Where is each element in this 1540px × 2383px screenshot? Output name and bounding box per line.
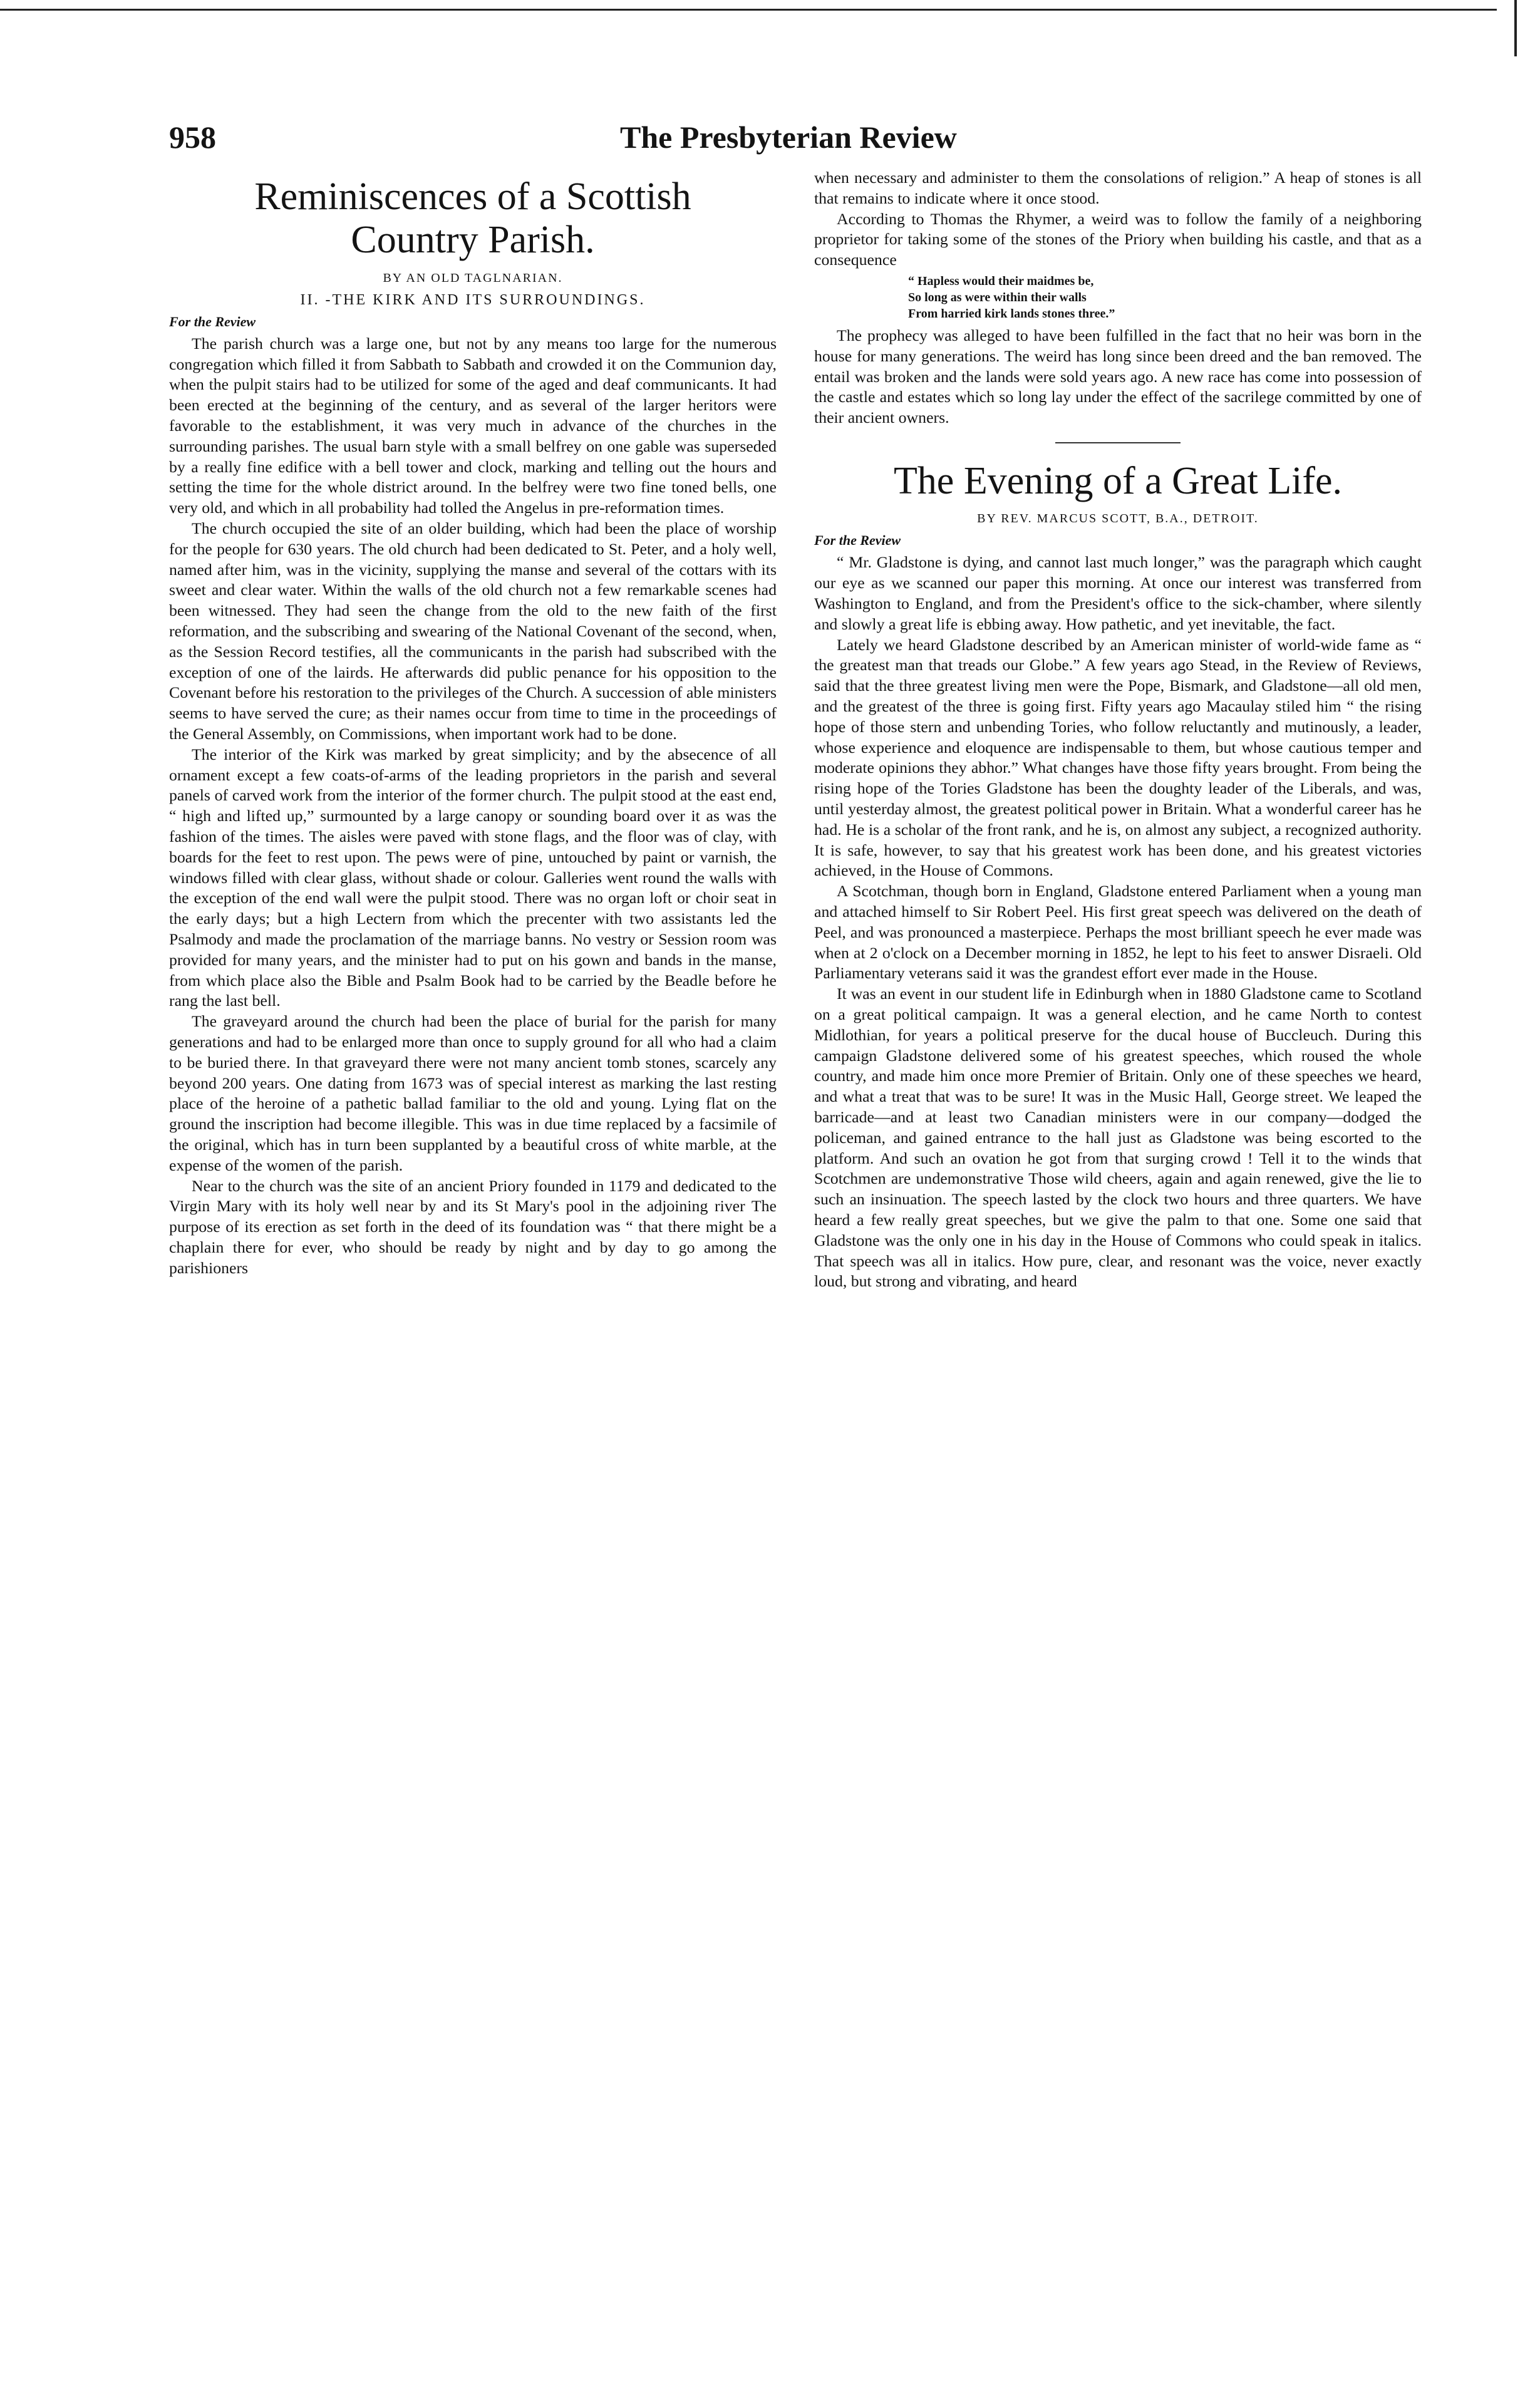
- verse-line: “ Hapless would their maidmes be,: [908, 274, 1094, 288]
- article-title-evening: The Evening of a Great Life.: [893, 459, 1343, 502]
- article-divider: [1055, 442, 1181, 443]
- byline: BY REV. MARCUS SCOTT, B.A., DETROIT.: [977, 512, 1259, 526]
- paragraph: The graveyard around the church had been the place of burial for the parish for many generations and had to be enlarged more than once to supply ground for all who had a claim to be buried there. In that graveyard there were not many ancient tomb stones, scarcely any beyond 200 years. One dating from 1673 was of special interest as marking the last resting place of the heroine of a pathetic ballad familiar to the old and young. Lying flat on the ground the inscription had become illegible. This was in due time replaced by a facsimile of the original, which has in turn been supplanted by a beautiful cross of white marble, at the expense of the women of the parish.: [169, 1012, 777, 1174]
- byline: BY AN OLD TAGLNARIAN.: [383, 271, 563, 285]
- article-title-line: Reminiscences of a Scottish: [254, 175, 691, 218]
- page-number: 958: [169, 120, 216, 155]
- page-header: [169, 119, 1453, 157]
- article-title-line: Country Parish.: [351, 219, 595, 262]
- paragraph: Lately we heard Gladstone described by an American minister of world-wide fame as “ the greatest man that treads our Globe.” A few years ago Stead, in the Review of Reviews, said that the three greatest living men were the Pope, Bismark, and Gladstone—all old men, and the greatest of the three is going first. Fifty years ago Macaulay stiled him “ the rising hope of those stern and unbending Tories, who follow reluctantly and mutinously, a leader, whose experience and eloquence are indispensable to them, but whose cautious temper and moderate opinions they abhor.” What changes have those fifty years brought. From being the rising hope of the Tories Gladstone has been the doughty leader of the Liberals, and was, until yesterday almost, the greatest political power in Britain. What a wonderful career has he had. He is a scholar of the front rank, and he is, on almost any subject, a recognized authority. It is safe, however, to say that his greatest work has been done, and his greatest victories achieved, in the House of Commons.: [814, 635, 1422, 880]
- verse-line: So long as were within their walls: [908, 290, 1087, 304]
- left-column: [169, 168, 777, 1279]
- verse-line: From harried kirk lands stones three.”: [908, 306, 1115, 321]
- section-title: II. -THE KIRK AND ITS SURROUNDINGS.: [300, 291, 646, 308]
- verse-quote: [908, 273, 1422, 322]
- right-column: [814, 168, 1422, 1292]
- paragraph: “ Mr. Gladstone is dying, and cannot last much longer,” was the paragraph which caught our eye as we scanned our paper this morning. At once our interest was transferred from Washington to England, and from the President's office to the sick-chamber, where silently and slowly a great life is ebbing away. How pathetic, and yet inevitable, the fact.: [814, 553, 1422, 633]
- running-head: The Presbyterian Review: [620, 120, 957, 155]
- right-edge-rule: [1514, 0, 1517, 56]
- paragraph: when necessary and administer to them the consolations of religion.” A heap of stones is all that remains to indicate where it once stood.: [814, 168, 1422, 207]
- for-review-credit: For the Review: [814, 532, 901, 549]
- for-review-credit: For the Review: [169, 313, 256, 329]
- paragraph: The interior of the Kirk was marked by great simplicity; and by the absecence of all ornament except a few coats-of-arms of the leading proprietors in the parish and several panels of carved work from the interior of the former church. The pulpit stood at the east end, “ high and lifted up,” surmounted by a large canopy or sounding board over it as was the fashion of the times. The aisles were paved with stone flags, and the floor was of clay, with boards for the feet to rest upon. The pews were of pine, untouched by paint or varnish, the windows filled with clear glass, without shade or colour. Galleries went round the walls with the exception of the end wall were the pulpit stood. There was no organ loft or choir seat in the early days; but a high Lectern from which the precenter with two assistants led the Psalmody and made the proclamation of the marriage banns. No vestry or Session room was provided for many years, and the minister had to put on his gown and bands in the manse, from which place also the Bible and Psalm Book had to be carried by the Beadle before he rang the last bell.: [169, 745, 777, 1010]
- paragraph: The church occupied the site of an older building, which had been the place of worship for the people for 630 years. The old church had been dedicated to St. Peter, and a holy well, named after him, was in the vicinity, supplying the manse and several of the cottars with its sweet and clear water. Within the walls of the old church not a few remarkable scenes had been witnessed. They had seen the change from the old to the new faith of the first reformation, and the subscribing and swearing of the National Covenant of the second, when, as the Session Record testifies, all the communicants in the parish had subscribed with the exception of one of the lairds. He afterwards did public penance for his opposition to the Covenant before his restoration to the privileges of the Church. A succession of able ministers seems to have served the cure; as their names occur from time to time in the proceedings of the General Assembly, on Commissions, when important work had to be done.: [169, 519, 777, 743]
- paragraph: It was an event in our student life in Edinburgh when in 1880 Gladstone came to Scotland on a great political campaign. It was a general election, and he came North to contest Midlothian, for years a political preserve for the ducal house of Buccleuch. During this campaign Gladstone delivered some of his greatest speeches, which roused the whole country, and made him once more Premier of Britain. Only one of these speeches we heard, and what a treat that was to be sure! It was in the Music Hall, George street. We leaped the barricade—and at least two Canadian ministers were in our company—dodged the policeman, and gained entrance to the hall just as Gladstone was being escorted to the platform. And such an ovation he got from that surging crowd ! Tell it to the winds that Scotchmen are undemonstrative Those wild cheers, again and again renewed, give the lie to such an insinuation. The speech lasted by the clock two hours and three quarters. We have heard a few really great speeches, but we give the palm to that one. Some one said that Gladstone was the only one in his day in the House of Commons who could speak in italics. That speech was all in italics. How pure, clear, and resonant was the voice, never exactly loud, but strong and vibrating, and heard: [814, 985, 1422, 1291]
- paragraph: The prophecy was alleged to have been fulfilled in the fact that no heir was born in the house for many generations. The weird has long since been dreed and the ban removed. The entail was broken and the lands were sold years ago. A new race has come into possession of the castle and estates which so long lay under the effect of the sacrilege committed by one of their ancient owners.: [814, 326, 1422, 427]
- top-rule: [0, 9, 1497, 11]
- paragraph: According to Thomas the Rhymer, a weird was to follow the family of a neighboring proprietor for taking some of the stones of the Priory when building his castle, and that as a consequence: [814, 209, 1422, 269]
- paragraph: Near to the church was the site of an ancient Priory founded in 1179 and dedicated to the Virgin Mary with its holy well near by and its St Mary's pool in the adjoining river The purpose of its erection as set forth in the deed of its foundation was “ that there might be a chaplain there for ever, who should be ready by night and by day to go among the parishioners: [169, 1176, 777, 1277]
- paragraph: A Scotchman, though born in England, Gladstone entered Parliament when a young man and attached himself to Sir Robert Peel. His first great speech was delivered on the death of Peel, and was pronounced a masterpiece. Perhaps the most brilliant speech he ever made was when at 2 o'clock on a December morning in 1852, he lept to his feet to answer Disraeli. Old Parliamentary veterans said it was the grandest effort ever made in the House.: [814, 882, 1422, 983]
- article-title-reminiscences: [169, 175, 777, 262]
- paragraph: The parish church was a large one, but not by any means too large for the numerous congregation which filled it from Sabbath to Sabbath and crowded it on the Communion day, when the pulpit stairs had to be utilized for some of the aged and deaf communicants. It had been erected at the beginning of the century, and as several of the larger heritors were favorable to the establishment, it was very much in advance of the churches in the surrounding parishes. The usual barn style with a small belfrey on one gable was superseded by a really fine edifice with a bell tower and clock, marking and telling out the hours and setting the time for the whole district around. In the belfrey were two fine toned bells, one very old, and which in all probability had tolled the Angelus in pre-reformation times.: [169, 334, 777, 517]
